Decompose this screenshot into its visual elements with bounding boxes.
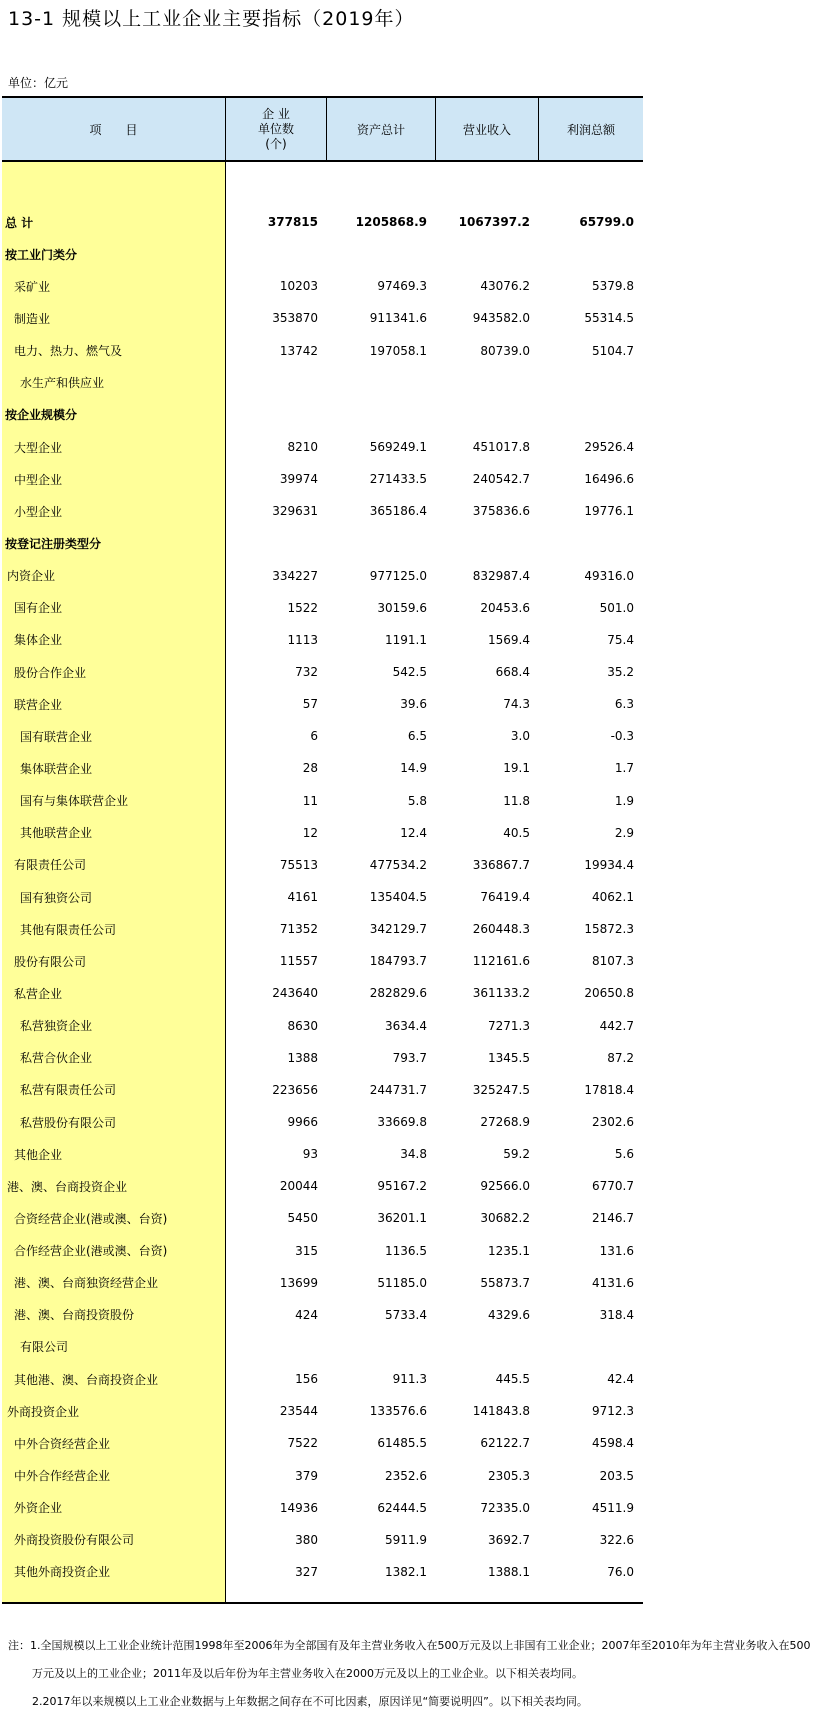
table-row <box>2 1459 643 1491</box>
enterprise-count-cell: 71352 <box>279 922 318 937</box>
operating-revenue-cell: 445.5 <box>495 1372 530 1387</box>
table-row <box>2 624 643 656</box>
row-label: 私营有限责任公司 <box>20 1083 117 1098</box>
operating-revenue-cell: 325247.5 <box>472 1082 530 1097</box>
operating-revenue-cell: 4329.6 <box>488 1307 530 1322</box>
enterprise-count-cell: 377815 <box>267 215 318 230</box>
total-profit-cell: 442.7 <box>599 1018 634 1033</box>
total-profit-cell: 5104.7 <box>592 343 634 358</box>
total-profit-cell: -0.3 <box>610 729 634 744</box>
operating-revenue-cell: 80739.0 <box>480 343 530 358</box>
total-assets-cell: 977125.0 <box>369 568 427 583</box>
row-label: 港、澳、台商独资经营企业 <box>14 1276 159 1291</box>
row-label: 其他外商投资企业 <box>14 1565 111 1580</box>
table-row <box>2 1524 643 1556</box>
total-assets-cell: 33669.8 <box>377 1115 427 1129</box>
row-label: 股份有限公司 <box>14 954 87 969</box>
row-label: 国有联营企业 <box>20 729 93 744</box>
row-label: 港、澳、台商投资企业 <box>7 1179 128 1194</box>
operating-revenue-cell: 55873.7 <box>480 1275 530 1290</box>
total-assets-cell: 911.3 <box>392 1372 427 1387</box>
row-label: 其他企业 <box>14 1147 63 1162</box>
row-label: 电力、热力、燃气及 <box>14 344 123 359</box>
table-row <box>2 1363 643 1395</box>
table-row <box>2 1331 643 1363</box>
total-profit-cell: 2302.6 <box>592 1115 634 1129</box>
total-profit-cell: 19934.4 <box>584 857 634 872</box>
row-label: 其他有限责任公司 <box>20 922 117 937</box>
total-assets-cell: 542.5 <box>392 665 427 680</box>
total-assets-cell: 365186.4 <box>369 504 427 519</box>
enterprise-count-cell: 75513 <box>279 857 318 872</box>
row-label: 私营股份有限公司 <box>20 1115 117 1130</box>
row-label: 小型企业 <box>14 504 63 519</box>
total-profit-cell: 29526.4 <box>584 440 634 455</box>
total-profit-cell: 203.5 <box>599 1468 634 1483</box>
total-profit-cell: 49316.0 <box>584 568 634 583</box>
enterprise-count-cell: 1522 <box>287 600 318 615</box>
table-row <box>2 1235 643 1267</box>
operating-revenue-cell: 832987.4 <box>472 568 530 583</box>
table-row <box>2 752 643 784</box>
indicator-table <box>2 96 643 1604</box>
table-row <box>2 1299 643 1331</box>
total-profit-cell: 76.0 <box>607 1564 634 1579</box>
enterprise-count-cell: 243640 <box>272 986 318 1001</box>
total-assets-cell: 2352.6 <box>385 1468 427 1483</box>
total-assets-cell: 3634.4 <box>385 1018 427 1033</box>
operating-revenue-cell: 943582.0 <box>472 311 530 326</box>
total-profit-cell: 1.9 <box>614 793 634 808</box>
total-profit-cell: 15872.3 <box>584 922 634 937</box>
total-assets-cell: 5.8 <box>407 793 427 808</box>
operating-revenue-cell: 1569.4 <box>488 632 530 647</box>
operating-revenue-cell: 2305.3 <box>488 1468 530 1483</box>
row-label: 中外合作经营企业 <box>14 1469 111 1484</box>
total-assets-cell: 30159.6 <box>377 600 427 615</box>
total-profit-cell: 4131.6 <box>592 1275 634 1290</box>
total-assets-cell: 1382.1 <box>385 1564 427 1579</box>
operating-revenue-cell: 112161.6 <box>472 954 530 969</box>
row-label: 中外合资经营企业 <box>14 1436 111 1451</box>
row-label: 采矿业 <box>14 279 51 294</box>
table-row <box>2 1556 643 1588</box>
total-profit-cell: 20650.8 <box>584 986 634 1001</box>
total-profit-cell: 35.2 <box>607 665 634 680</box>
total-profit-cell: 9712.3 <box>592 1404 634 1419</box>
total-assets-cell: 477534.2 <box>369 857 427 872</box>
page-title: 13-1 规模以上工业企业主要指标（2019年） <box>8 8 415 30</box>
total-assets-cell: 911341.6 <box>369 311 427 326</box>
row-label: 内资企业 <box>7 569 56 584</box>
enterprise-count-cell: 8210 <box>287 440 318 455</box>
operating-revenue-cell: 11.8 <box>503 793 530 808</box>
total-profit-cell: 501.0 <box>599 600 634 615</box>
enterprise-count-cell: 327 <box>295 1564 318 1579</box>
operating-revenue-cell: 451017.8 <box>472 440 530 455</box>
enterprise-count-cell: 424 <box>295 1307 318 1322</box>
total-assets-cell: 133576.6 <box>369 1404 427 1419</box>
total-assets-cell: 1136.5 <box>385 1243 427 1258</box>
enterprise-count-cell: 6 <box>310 729 318 744</box>
table-row <box>2 302 643 334</box>
enterprise-count-cell: 379 <box>295 1468 318 1483</box>
table-row <box>2 560 643 592</box>
enterprise-count-cell: 1113 <box>287 632 318 647</box>
total-profit-cell: 42.4 <box>607 1372 634 1387</box>
total-assets-cell: 5911.9 <box>385 1532 427 1547</box>
operating-revenue-cell: 19.1 <box>503 761 530 776</box>
total-profit-cell: 17818.4 <box>584 1082 634 1097</box>
enterprise-count-cell: 23544 <box>279 1404 318 1419</box>
table-row <box>2 238 643 270</box>
total-assets-cell: 39.6 <box>400 697 427 712</box>
total-profit-cell: 5379.8 <box>592 279 634 294</box>
enterprise-count-cell: 223656 <box>272 1082 318 1097</box>
operating-revenue-cell: 72335.0 <box>480 1500 530 1515</box>
enterprise-count-cell: 11557 <box>279 954 318 969</box>
enterprise-count-cell: 7522 <box>287 1436 318 1451</box>
table-row <box>2 1138 643 1170</box>
row-label: 按企业规模分 <box>5 408 78 423</box>
row-label: 港、澳、台商投资股份 <box>14 1308 135 1323</box>
total-assets-cell: 61485.5 <box>377 1436 427 1451</box>
total-profit-cell: 4598.4 <box>592 1436 634 1451</box>
enterprise-count-cell: 329631 <box>272 504 318 519</box>
row-label: 集体联营企业 <box>20 761 93 776</box>
enterprise-count-cell: 732 <box>295 665 318 680</box>
table-row <box>2 913 643 945</box>
table-row <box>2 1267 643 1299</box>
row-label: 外资企业 <box>14 1501 63 1516</box>
enterprise-count-cell: 8630 <box>287 1018 318 1033</box>
total-assets-cell: 244731.7 <box>369 1082 427 1097</box>
table-body <box>2 162 643 1604</box>
operating-revenue-cell: 260448.3 <box>472 922 530 937</box>
table-row <box>2 720 643 752</box>
header-operating-revenue: 营业收入 <box>436 98 539 160</box>
row-label: 外商投资股份有限公司 <box>14 1533 135 1548</box>
total-profit-cell: 65799.0 <box>579 215 634 230</box>
operating-revenue-cell: 1388.1 <box>488 1564 530 1579</box>
table-row <box>2 335 643 367</box>
total-assets-cell: 569249.1 <box>369 440 427 455</box>
unit-label: 单位：亿元 <box>8 76 69 90</box>
table-row <box>2 1042 643 1074</box>
header-item: 项 目 <box>2 98 226 160</box>
enterprise-count-cell: 353870 <box>272 311 318 326</box>
operating-revenue-cell: 30682.2 <box>480 1211 530 1226</box>
row-label: 私营合伙企业 <box>20 1051 93 1066</box>
total-assets-cell: 14.9 <box>400 761 427 776</box>
row-label: 集体企业 <box>14 633 63 648</box>
total-assets-cell: 6.5 <box>407 729 427 744</box>
total-profit-cell: 4511.9 <box>592 1500 634 1515</box>
table-row <box>2 656 643 688</box>
enterprise-count-cell: 20044 <box>279 1179 318 1194</box>
enterprise-count-cell: 9966 <box>287 1115 318 1129</box>
row-label: 国有独资公司 <box>20 890 93 905</box>
enterprise-count-cell: 11 <box>302 793 318 808</box>
row-label: 有限公司 <box>20 1340 69 1355</box>
row-label: 合作经营企业(港或澳、台资) <box>14 1244 168 1259</box>
total-profit-cell: 322.6 <box>599 1532 634 1547</box>
row-label: 股份合作企业 <box>14 665 87 680</box>
total-assets-cell: 197058.1 <box>369 343 427 358</box>
total-assets-cell: 62444.5 <box>377 1500 427 1515</box>
row-label: 按工业门类分 <box>5 247 78 262</box>
row-label: 大型企业 <box>14 440 63 455</box>
row-label: 国有企业 <box>14 601 63 616</box>
total-profit-cell: 8107.3 <box>592 954 634 969</box>
table-row <box>2 817 643 849</box>
footnote-1: 注：1.全国规模以上工业企业统计范围1998年至2006年为全部国有及年主营业务收入在500万元及以上非国有工业企业；2007年至2010年为年主营业务收入在500万元及以上的工业企业；2011年及以后年份为年主营业务收入在2000万元及以上的工业企业。以下相关表均同。 <box>8 1639 811 1680</box>
operating-revenue-cell: 141843.8 <box>472 1404 530 1419</box>
total-profit-cell: 318.4 <box>599 1307 634 1322</box>
table-row <box>2 592 643 624</box>
operating-revenue-cell: 7271.3 <box>488 1018 530 1033</box>
enterprise-count-cell: 1388 <box>287 1050 318 1065</box>
table-row <box>2 1492 643 1524</box>
table-row <box>2 495 643 527</box>
row-label: 私营独资企业 <box>20 1019 93 1034</box>
table-row <box>2 1395 643 1427</box>
total-profit-cell: 1.7 <box>614 761 634 776</box>
table-row <box>2 977 643 1009</box>
total-profit-cell: 6.3 <box>614 697 634 712</box>
operating-revenue-cell: 76419.4 <box>480 890 530 905</box>
total-assets-cell: 184793.7 <box>369 954 427 969</box>
operating-revenue-cell: 361133.2 <box>472 986 530 1001</box>
enterprise-count-cell: 14936 <box>279 1500 318 1515</box>
table-row <box>2 431 643 463</box>
row-label: 私营企业 <box>14 986 63 1001</box>
total-profit-cell: 55314.5 <box>584 311 634 326</box>
operating-revenue-cell: 375836.6 <box>472 504 530 519</box>
operating-revenue-cell: 62122.7 <box>480 1436 530 1451</box>
table-row <box>2 785 643 817</box>
row-label: 其他港、澳、台商投资企业 <box>14 1372 159 1387</box>
total-profit-cell: 75.4 <box>607 632 634 647</box>
table-row <box>2 399 643 431</box>
operating-revenue-cell: 3692.7 <box>488 1532 530 1547</box>
total-profit-cell: 5.6 <box>614 1147 634 1162</box>
enterprise-count-cell: 13699 <box>279 1275 318 1290</box>
total-profit-cell: 87.2 <box>607 1050 634 1065</box>
table-row <box>2 270 643 302</box>
total-assets-cell: 5733.4 <box>385 1307 427 1322</box>
enterprise-count-cell: 93 <box>302 1147 318 1162</box>
total-assets-cell: 271433.5 <box>369 472 427 487</box>
enterprise-count-cell: 334227 <box>272 568 318 583</box>
operating-revenue-cell: 43076.2 <box>480 279 530 294</box>
row-label: 制造业 <box>14 311 51 326</box>
operating-revenue-cell: 240542.7 <box>472 472 530 487</box>
table-row <box>2 945 643 977</box>
total-assets-cell: 95167.2 <box>377 1179 427 1194</box>
total-profit-cell: 4062.1 <box>592 890 634 905</box>
total-assets-cell: 135404.5 <box>369 890 427 905</box>
table-row <box>2 206 643 238</box>
total-assets-cell: 34.8 <box>400 1147 427 1162</box>
table-row <box>2 1010 643 1042</box>
table-row <box>2 1427 643 1459</box>
enterprise-count-cell: 10203 <box>279 279 318 294</box>
table-row <box>2 1202 643 1234</box>
total-assets-cell: 36201.1 <box>377 1211 427 1226</box>
header-enterprise-count: 企 业 单位数 (个) <box>226 98 327 160</box>
table-rows <box>2 206 643 1588</box>
total-assets-cell: 342129.7 <box>369 922 427 937</box>
footnotes <box>8 1632 813 1716</box>
total-profit-cell: 2.9 <box>614 825 634 840</box>
table-header <box>2 96 643 162</box>
total-assets-cell: 1205868.9 <box>355 215 427 230</box>
operating-revenue-cell: 3.0 <box>510 729 530 744</box>
total-assets-cell: 1191.1 <box>385 632 427 647</box>
enterprise-count-cell: 380 <box>295 1532 318 1547</box>
total-assets-cell: 282829.6 <box>369 986 427 1001</box>
total-profit-cell: 2146.7 <box>592 1211 634 1226</box>
enterprise-count-cell: 4161 <box>287 890 318 905</box>
operating-revenue-cell: 336867.7 <box>472 857 530 872</box>
header-total-profit: 利润总额 <box>566 122 615 137</box>
row-label: 联营企业 <box>14 697 63 712</box>
enterprise-count-cell: 57 <box>302 697 318 712</box>
row-label: 总 计 <box>5 215 34 230</box>
total-profit-cell: 131.6 <box>599 1243 634 1258</box>
header-total-assets: 资产总计 <box>327 98 436 160</box>
total-assets-cell: 793.7 <box>392 1050 427 1065</box>
enterprise-count-cell: 39974 <box>279 472 318 487</box>
table-row <box>2 1106 643 1138</box>
operating-revenue-cell: 59.2 <box>503 1147 530 1162</box>
enterprise-count-cell: 156 <box>295 1372 318 1387</box>
operating-revenue-cell: 27268.9 <box>480 1115 530 1129</box>
enterprise-count-cell: 5450 <box>287 1211 318 1226</box>
operating-revenue-cell: 92566.0 <box>480 1179 530 1194</box>
operating-revenue-cell: 1235.1 <box>488 1243 530 1258</box>
table-row <box>2 367 643 399</box>
row-label: 国有与集体联营企业 <box>20 794 129 809</box>
row-label: 按登记注册类型分 <box>5 536 102 551</box>
table-row <box>2 881 643 913</box>
row-label: 其他联营企业 <box>20 826 93 841</box>
table-row <box>2 1170 643 1202</box>
table-row <box>2 1074 643 1106</box>
row-label: 中型企业 <box>14 472 63 487</box>
operating-revenue-cell: 20453.6 <box>480 600 530 615</box>
row-label: 水生产和供应业 <box>20 376 105 391</box>
enterprise-count-cell: 315 <box>295 1243 318 1258</box>
operating-revenue-cell: 74.3 <box>503 697 530 712</box>
total-assets-cell: 12.4 <box>400 825 427 840</box>
enterprise-count-cell: 13742 <box>279 343 318 358</box>
enterprise-count-cell: 12 <box>302 825 318 840</box>
row-label: 有限责任公司 <box>14 858 87 873</box>
operating-revenue-cell: 1067397.2 <box>458 215 530 230</box>
enterprise-count-cell: 28 <box>302 761 318 776</box>
total-profit-cell: 19776.1 <box>584 504 634 519</box>
total-assets-cell: 97469.3 <box>377 279 427 294</box>
total-profit-cell: 16496.6 <box>584 472 634 487</box>
total-assets-cell: 51185.0 <box>377 1275 427 1290</box>
row-label: 合资经营企业(港或澳、台资) <box>14 1211 168 1226</box>
row-label: 外商投资企业 <box>7 1404 80 1419</box>
total-profit-cell: 6770.7 <box>592 1179 634 1194</box>
operating-revenue-cell: 1345.5 <box>488 1050 530 1065</box>
table-row <box>2 463 643 495</box>
table-row <box>2 849 643 881</box>
table-row <box>2 527 643 559</box>
operating-revenue-cell: 668.4 <box>495 665 530 680</box>
footnote-2: 2.2017年以来规模以上工业企业数据与上年数据之间存在不可比因素，原因详见“简要说明四”。以下相关表均同。 <box>32 1695 588 1708</box>
table-row <box>2 688 643 720</box>
operating-revenue-cell: 40.5 <box>503 825 530 840</box>
